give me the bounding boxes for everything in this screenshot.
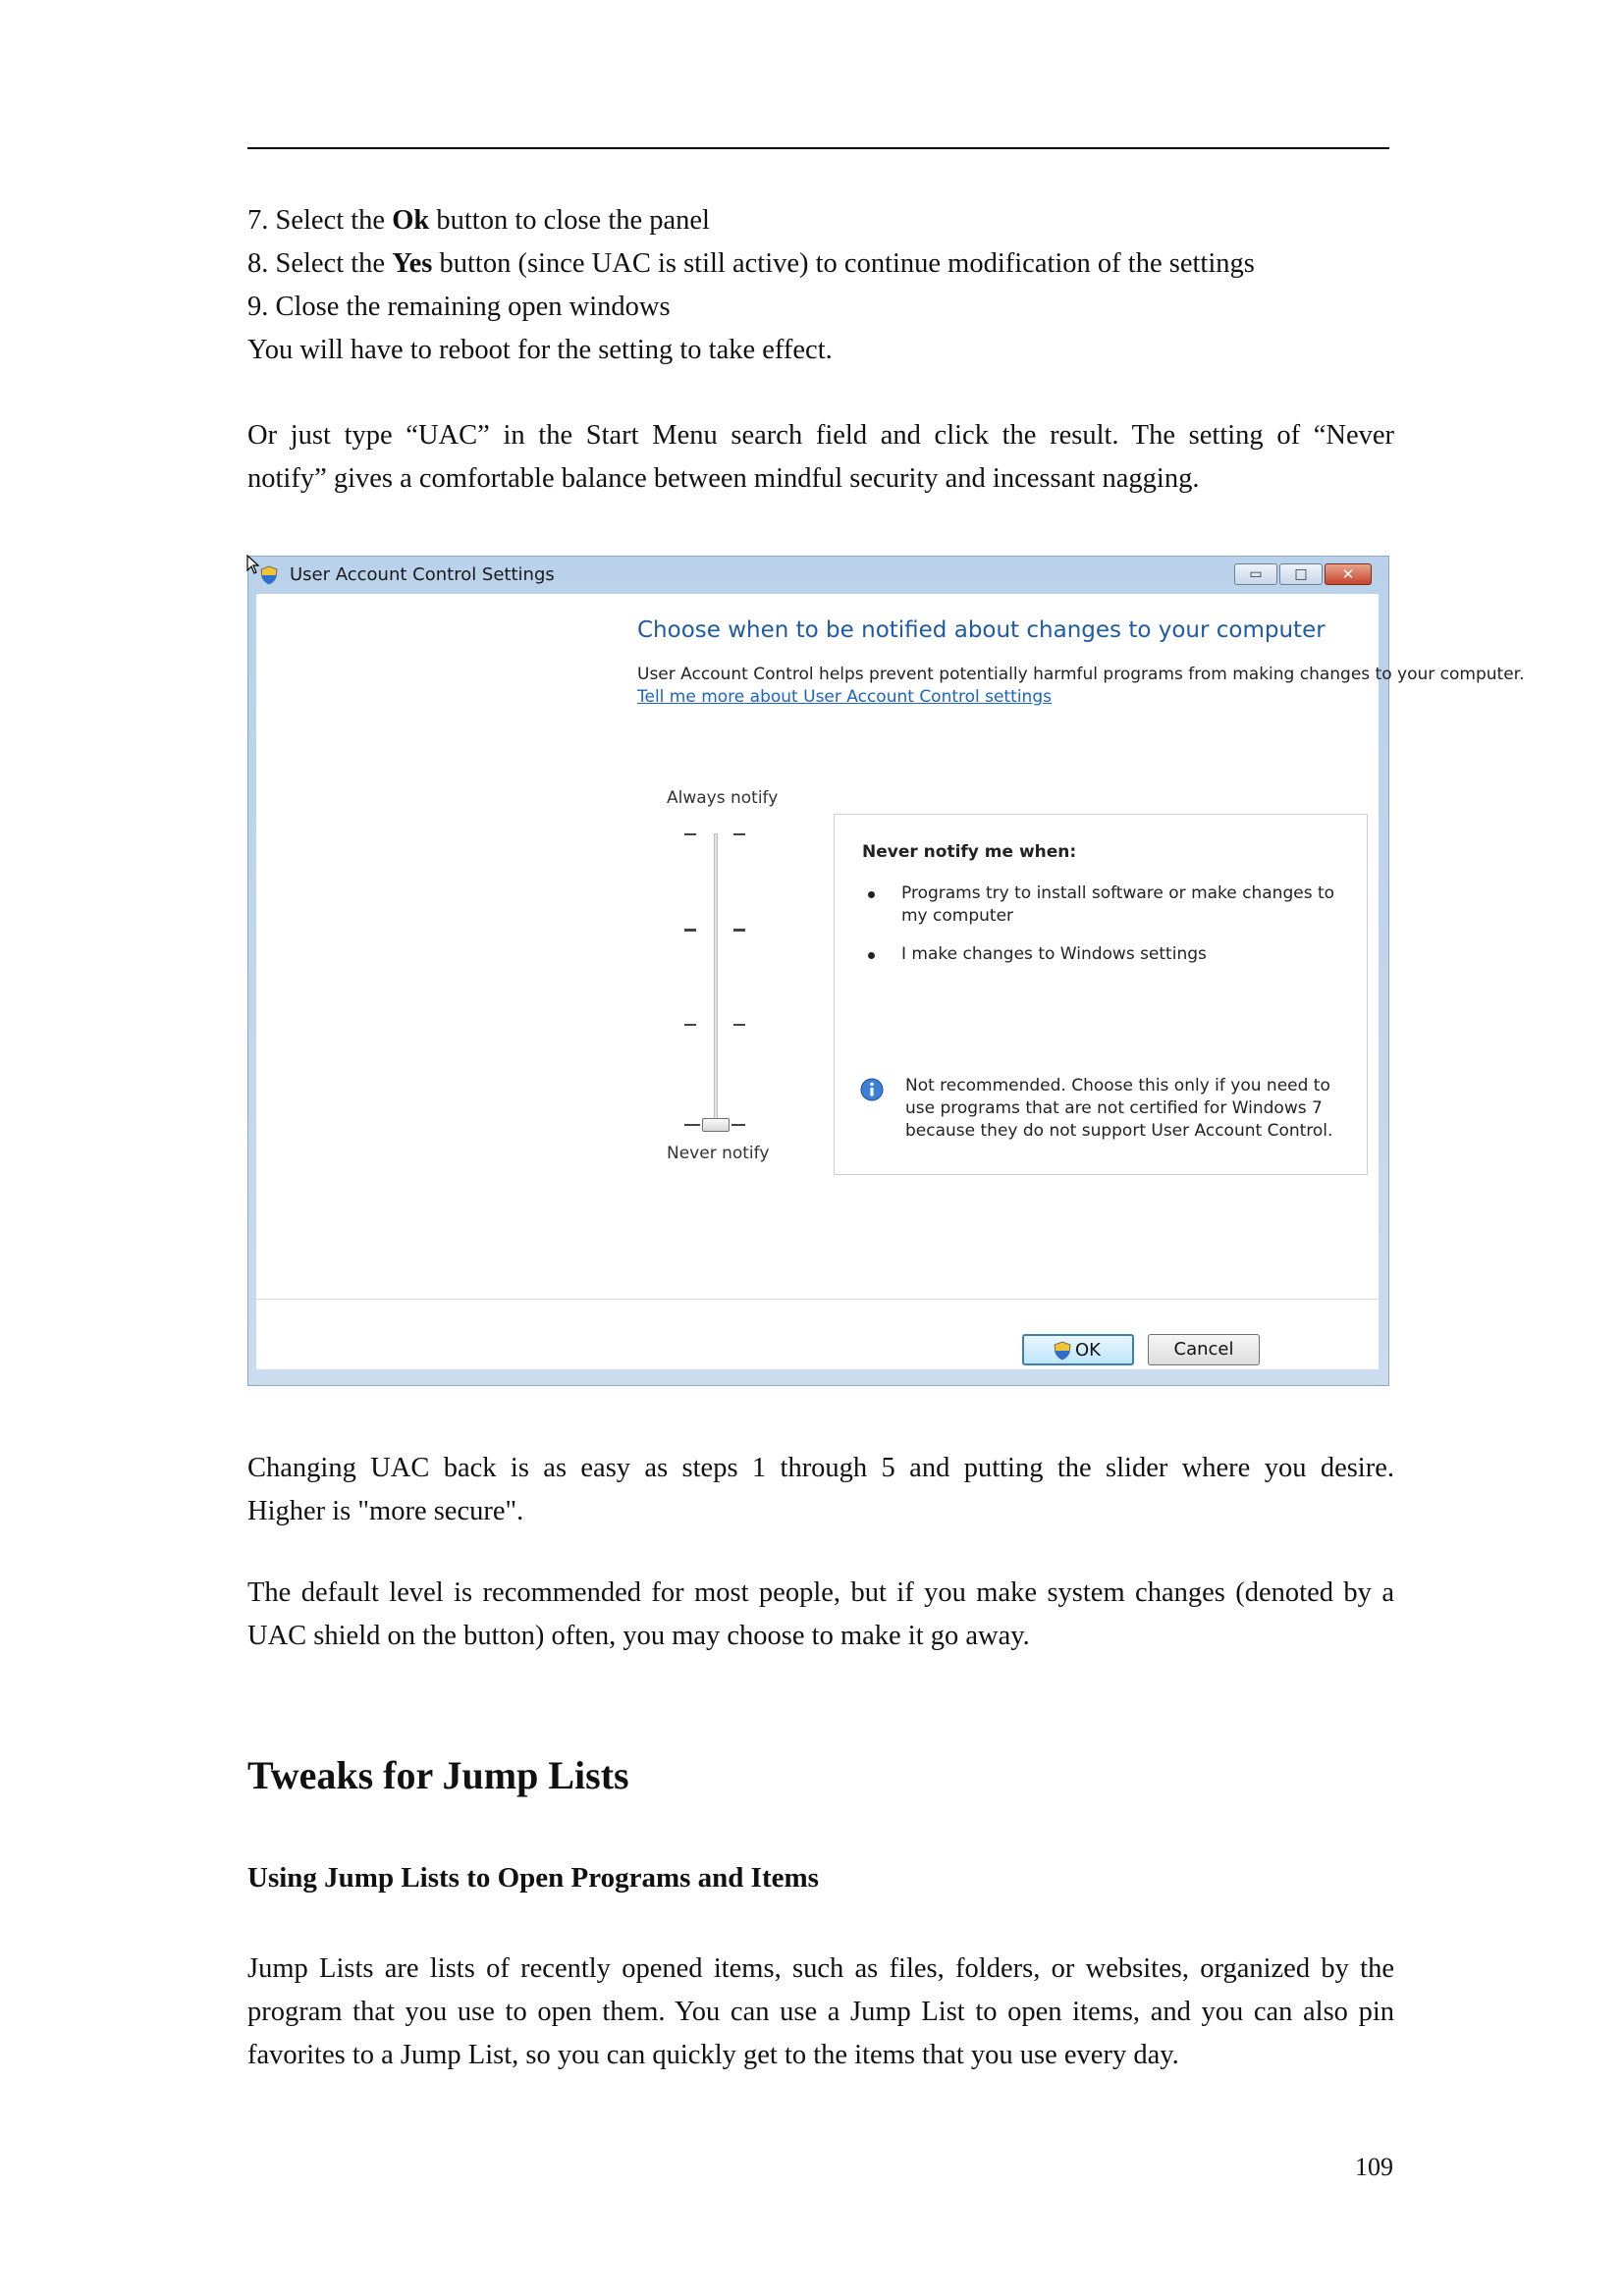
step-text: 8. Select the xyxy=(247,248,393,279)
paragraph-line: UAC shield on the button) often, you may choose to make it go away. xyxy=(247,1621,1030,1651)
uac-settings-window xyxy=(247,556,1525,1386)
slider-tick-default xyxy=(684,929,696,932)
paragraph-line: notify” gives a comfortable balance between mindful security and incessant nagging. xyxy=(247,463,1200,494)
cancel-button[interactable]: Cancel xyxy=(1148,1334,1260,1365)
help-link[interactable]: Tell me more about User Account Control settings xyxy=(637,687,1052,707)
reboot-note: You will have to reboot for the setting to take effect. xyxy=(247,335,833,365)
warning-text: Not recommended. Choose this only if you need to xyxy=(905,1076,1330,1095)
paragraph-line: Or just type “UAC” in the Start Menu search field and click the result. The setting of “Never xyxy=(247,420,1394,451)
paragraph-default xyxy=(247,1572,1394,1658)
minimize-button[interactable] xyxy=(1234,563,1277,585)
window-description: User Account Control helps prevent potentially harmful programs from making changes to your computer. xyxy=(637,665,1525,684)
paragraph-line: favorites to a Jump List, so you can quickly get to the items that you use every day. xyxy=(247,2040,1179,2070)
paragraph-line: The default level is recommended for most people, but if you make system changes (denoted by a xyxy=(247,1577,1394,1608)
ok-button[interactable] xyxy=(1022,1334,1134,1365)
paragraph-jump-lists xyxy=(247,1948,1394,2077)
bullet-text: I make changes to Windows settings xyxy=(901,944,1207,964)
slider-tick xyxy=(733,833,745,835)
slider-thumb[interactable] xyxy=(702,1118,730,1132)
close-icon: ✕ xyxy=(1341,565,1355,583)
page-number: 109 xyxy=(1355,2153,1393,2181)
header-rule xyxy=(247,147,1389,149)
step-text: button (since UAC is still active) to continue modification of the settings xyxy=(432,248,1255,279)
uac-shield-icon xyxy=(260,565,278,585)
slider-top-label: Always notify xyxy=(667,788,779,808)
mouse-cursor-icon xyxy=(246,555,260,574)
window-client-area xyxy=(256,594,1525,1369)
step-7 xyxy=(247,199,1394,242)
slider-bottom-label: Never notify xyxy=(667,1144,770,1163)
close-button[interactable] xyxy=(1325,563,1372,585)
ok-label: OK xyxy=(1075,1340,1101,1361)
paragraph-line: Higher is "more secure". xyxy=(247,1496,524,1526)
paragraph-line: Changing UAC back is as easy as steps 1 through 5 and putting the slider where you desire. xyxy=(247,1453,1394,1483)
bullet-text: Programs try to install software or make changes to xyxy=(901,883,1335,903)
warning-text: because they do not support User Account Control. xyxy=(905,1121,1333,1141)
paragraph-uac xyxy=(247,414,1394,501)
paragraph-changing xyxy=(247,1447,1394,1533)
section-heading: Tweaks for Jump Lists xyxy=(247,1753,629,1797)
info-icon xyxy=(860,1078,884,1101)
slider-track[interactable] xyxy=(714,833,718,1128)
uac-shield-icon xyxy=(1054,1341,1071,1361)
slider-tick xyxy=(684,1124,700,1126)
step-text: 7. Select the xyxy=(247,205,393,236)
minimize-icon: ▭ xyxy=(1249,566,1263,582)
bullet-text: my computer xyxy=(901,906,1014,926)
step-8 xyxy=(247,242,1394,286)
step-9: 9. Close the remaining open windows xyxy=(247,292,671,322)
slider-tick-default xyxy=(733,929,745,932)
maximize-button[interactable] xyxy=(1279,563,1323,585)
setting-description-box xyxy=(834,814,1368,1175)
bullet-dot xyxy=(868,891,875,898)
paragraph-line: program that you use to open them. You can use a Jump List to open items, and you can also pin xyxy=(247,1997,1394,2027)
steps-block xyxy=(247,199,1394,372)
slider-tick xyxy=(684,833,696,835)
paragraph-line: Jump Lists are lists of recently opened items, such as files, folders, or websites, organized by the xyxy=(247,1953,1394,1984)
maximize-icon: □ xyxy=(1294,566,1308,582)
button-separator xyxy=(256,1299,1379,1300)
window-title: User Account Control Settings xyxy=(290,564,555,585)
bullet-dot xyxy=(868,952,875,959)
window-heading: Choose when to be notified about changes to your computer xyxy=(637,617,1326,643)
slider-tick xyxy=(733,1024,745,1026)
subsection-heading: Using Jump Lists to Open Programs and Items xyxy=(247,1862,819,1894)
slider-tick xyxy=(731,1124,745,1126)
slider-tick xyxy=(684,1024,696,1026)
step-bold: Ok xyxy=(392,205,430,236)
warning-text: use programs that are not certified for Windows 7 xyxy=(905,1098,1323,1118)
step-text: button to close the panel xyxy=(429,205,710,236)
title-bar[interactable] xyxy=(248,557,1388,592)
info-title: Never notify me when: xyxy=(862,842,1077,862)
step-bold: Yes xyxy=(392,248,433,279)
